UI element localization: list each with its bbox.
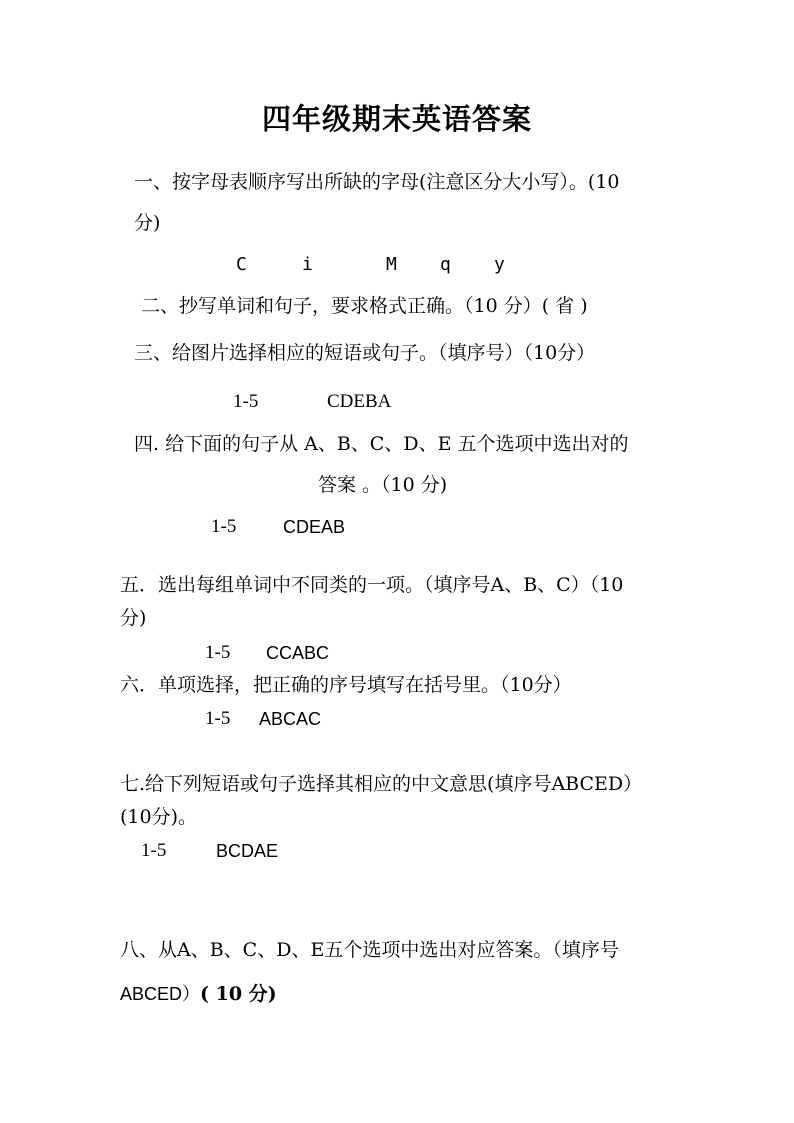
section-7-heading-cont: (10分)。 bbox=[120, 806, 198, 828]
section-3-answer: CDEBA bbox=[327, 391, 392, 412]
section-7-answer: BCDAE bbox=[216, 841, 279, 861]
section-5-heading-cont: 分) bbox=[120, 607, 147, 629]
section-1-heading-cont: 分) bbox=[134, 212, 161, 234]
section-4-answer: CDEAB bbox=[283, 517, 346, 537]
section-3-heading: 三、给图片选择相应的短语或句子。（填序号）（10分） bbox=[134, 342, 596, 364]
section-8-answer-codes: ABCED） bbox=[120, 984, 201, 1004]
section-4-answer-range: 1-5 bbox=[211, 516, 237, 537]
section-4-heading: 四. 给下面的句子从 A、B、C、D、E 五个选项中选出对的 bbox=[134, 433, 629, 455]
section-7-heading: 七.给下列短语或句子选择其相应的中文意思(填序号ABCED） bbox=[120, 773, 643, 795]
section-5-answer: CCABC bbox=[266, 643, 330, 663]
section-6-answer: ABCAC bbox=[259, 709, 322, 729]
section-7-answer-range: 1-5 bbox=[141, 840, 167, 861]
letter-answer: C bbox=[236, 254, 247, 275]
section-6-answer-range: 1-5 bbox=[205, 708, 231, 729]
letter-answer: i bbox=[302, 254, 313, 275]
section-8-heading: 八、从A、B、C、D、E五个选项中选出对应答案。（填序号 bbox=[120, 939, 619, 961]
letter-answer: M bbox=[386, 254, 397, 275]
section-1-missing-letters bbox=[0, 253, 794, 277]
section-2-heading: 二、抄写单词和句子，要求格式正确。（10 分）( 省 ) bbox=[141, 295, 588, 317]
section-4-heading-cont: 答案 。（10 分) bbox=[318, 474, 448, 496]
letter-answer: y bbox=[494, 254, 505, 275]
section-1-heading: 一、按字母表顺序写出所缺的字母(注意区分大小写）。(10 bbox=[134, 171, 620, 193]
section-3-answer-range: 1-5 bbox=[233, 391, 259, 412]
page-title: 四年级期末英语答案 bbox=[261, 102, 532, 136]
section-6-heading: 六．单项选择，把正确的序号填写在括号里。（10分） bbox=[120, 674, 572, 696]
section-8-heading-cont bbox=[120, 982, 277, 1006]
section-8-points: ( 10 分) bbox=[200, 983, 277, 1005]
section-5-answer-range: 1-5 bbox=[205, 642, 231, 663]
letter-answer: q bbox=[440, 254, 451, 275]
section-5-heading: 五．选出每组单词中不同类的一项。（填序号A、B、C）（10 bbox=[120, 574, 624, 596]
